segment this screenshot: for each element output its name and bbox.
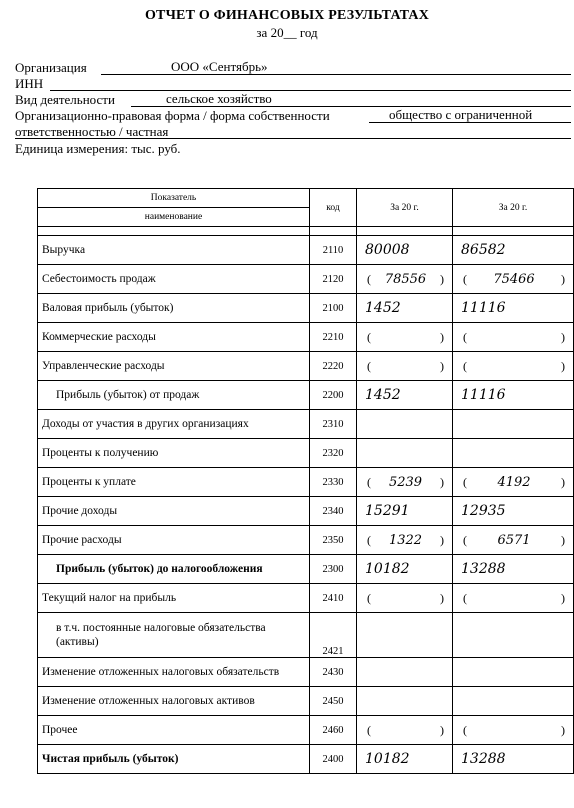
row-name: Прибыль (убыток) от продаж [38, 381, 310, 410]
row-value-year2: ( ) [453, 716, 574, 745]
col-indicator-header: Показатель [38, 189, 310, 208]
table-row [38, 716, 574, 745]
row-code: 2430 [310, 658, 357, 687]
row-value-year2: ( ) [453, 352, 574, 381]
row-code: 2350 [310, 526, 357, 555]
organization-value: ООО «Сентябрь» [171, 59, 268, 74]
row-code: 2410 [310, 584, 357, 613]
row-code: 2460 [310, 716, 357, 745]
row-value-year2: 13288 [453, 555, 574, 584]
col-num-2 [310, 227, 357, 236]
row-name: Проценты к уплате [38, 468, 310, 497]
inn-line [15, 76, 571, 91]
row-code: 2220 [310, 352, 357, 381]
report-title: ОТЧЕТ О ФИНАНСОВЫХ РЕЗУЛЬТАТАХ [144, 8, 430, 23]
table-row [38, 439, 574, 468]
inn-underline [50, 90, 571, 91]
col-name-header: наименование [38, 208, 310, 227]
row-name: Текущий налог на прибыль [38, 584, 310, 613]
table-row [38, 687, 574, 716]
unit-line [15, 141, 571, 156]
row-value-year2: 11116 [453, 381, 574, 410]
row-name: Выручка [38, 236, 310, 265]
row-code: 2310 [310, 410, 357, 439]
row-value-year2: 11116 [453, 294, 574, 323]
row-code: 2340 [310, 497, 357, 526]
table-row [38, 236, 574, 265]
table-row [38, 613, 574, 658]
row-name: Проценты к получению [38, 439, 310, 468]
row-code: 2421 [310, 613, 357, 658]
row-code: 2110 [310, 236, 357, 265]
row-value-year1 [357, 439, 453, 468]
col-code-header: код [310, 189, 357, 227]
activity-line [15, 92, 571, 107]
row-name: Прочие расходы [38, 526, 310, 555]
legal-form-value: общество с ограниченной [389, 107, 533, 122]
row-code: 2120 [310, 265, 357, 294]
row-value-year2 [453, 410, 574, 439]
table-row [38, 658, 574, 687]
row-name: Чистая прибыль (убыток) [38, 745, 310, 774]
row-value-year1: 15291 [357, 497, 453, 526]
row-value-year1: ( 5239 ) [357, 468, 453, 497]
row-value-year1: ( 1322 ) [357, 526, 453, 555]
unit-label: Единица измерения: тыс. руб. [15, 141, 181, 156]
legal-form-line-2 [15, 124, 571, 139]
row-name: в т.ч. постоянные налоговые обязательства (активы) [38, 613, 310, 658]
table-row [38, 265, 574, 294]
row-value-year1: 1452 [357, 381, 453, 410]
table-row [38, 352, 574, 381]
row-value-year2: ( 4192 ) [453, 468, 574, 497]
financial-results-table [37, 188, 574, 774]
legal-form-underline-2 [15, 138, 571, 139]
activity-value: сельское хозяйство [166, 91, 272, 106]
legal-form-label: Организационно-правовая форма / форма собственности [15, 108, 330, 123]
row-value-year2 [453, 687, 574, 716]
organization-line [15, 60, 571, 75]
col-year2-header: За 20 г. [453, 189, 574, 227]
row-value-year1: 1452 [357, 294, 453, 323]
col-num-1 [38, 227, 310, 236]
table-body [38, 236, 574, 774]
row-name: Прибыль (убыток) до налогообложения [38, 555, 310, 584]
row-value-year2: ( 75466 ) [453, 265, 574, 294]
row-value-year2: ( ) [453, 323, 574, 352]
row-code: 2450 [310, 687, 357, 716]
row-code: 2200 [310, 381, 357, 410]
row-value-year1: ( ) [357, 716, 453, 745]
row-value-year1 [357, 613, 453, 658]
row-value-year2 [453, 439, 574, 468]
row-code: 2100 [310, 294, 357, 323]
table-row [38, 555, 574, 584]
row-code: 2320 [310, 439, 357, 468]
row-name: Валовая прибыль (убыток) [38, 294, 310, 323]
table-row [38, 294, 574, 323]
inn-label: ИНН [15, 76, 44, 91]
row-value-year1: ( ) [357, 323, 453, 352]
organization-label: Организация [15, 60, 87, 75]
row-value-year1 [357, 410, 453, 439]
row-value-year1: 10182 [357, 745, 453, 774]
table-row [38, 584, 574, 613]
row-value-year2: ( ) [453, 584, 574, 613]
row-value-year1: 80008 [357, 236, 453, 265]
row-value-year2: 13288 [453, 745, 574, 774]
row-code: 2400 [310, 745, 357, 774]
row-value-year1: ( ) [357, 352, 453, 381]
col-num-3 [357, 227, 453, 236]
row-name: Себестоимость продаж [38, 265, 310, 294]
row-name: Прочие доходы [38, 497, 310, 526]
report-period: за 20__ год [256, 25, 318, 40]
table-row [38, 381, 574, 410]
row-value-year1: 10182 [357, 555, 453, 584]
col-year1-header: За 20 г. [357, 189, 453, 227]
table-row [38, 410, 574, 439]
row-value-year2: 12935 [453, 497, 574, 526]
row-name: Коммерческие расходы [38, 323, 310, 352]
table-row [38, 497, 574, 526]
row-value-year2: 86582 [453, 236, 574, 265]
row-name: Прочее [38, 716, 310, 745]
row-value-year2 [453, 613, 574, 658]
row-value-year1 [357, 687, 453, 716]
row-name: Изменение отложенных налоговых обязательств [38, 658, 310, 687]
row-name: Изменение отложенных налоговых активов [38, 687, 310, 716]
row-value-year1 [357, 658, 453, 687]
row-value-year2: ( 6571 ) [453, 526, 574, 555]
table-row [38, 745, 574, 774]
row-value-year2 [453, 658, 574, 687]
row-name: Управленческие расходы [38, 352, 310, 381]
table-row [38, 526, 574, 555]
row-code: 2210 [310, 323, 357, 352]
table-row [38, 468, 574, 497]
row-value-year1: ( 78556 ) [357, 265, 453, 294]
row-value-year1: ( ) [357, 584, 453, 613]
activity-label: Вид деятельности [15, 92, 115, 107]
row-code: 2300 [310, 555, 357, 584]
legal-form-value-cont: ответственностью / частная [15, 124, 169, 139]
col-num-4 [453, 227, 574, 236]
row-name: Доходы от участия в других организациях [38, 410, 310, 439]
table-row [38, 323, 574, 352]
row-code: 2330 [310, 468, 357, 497]
